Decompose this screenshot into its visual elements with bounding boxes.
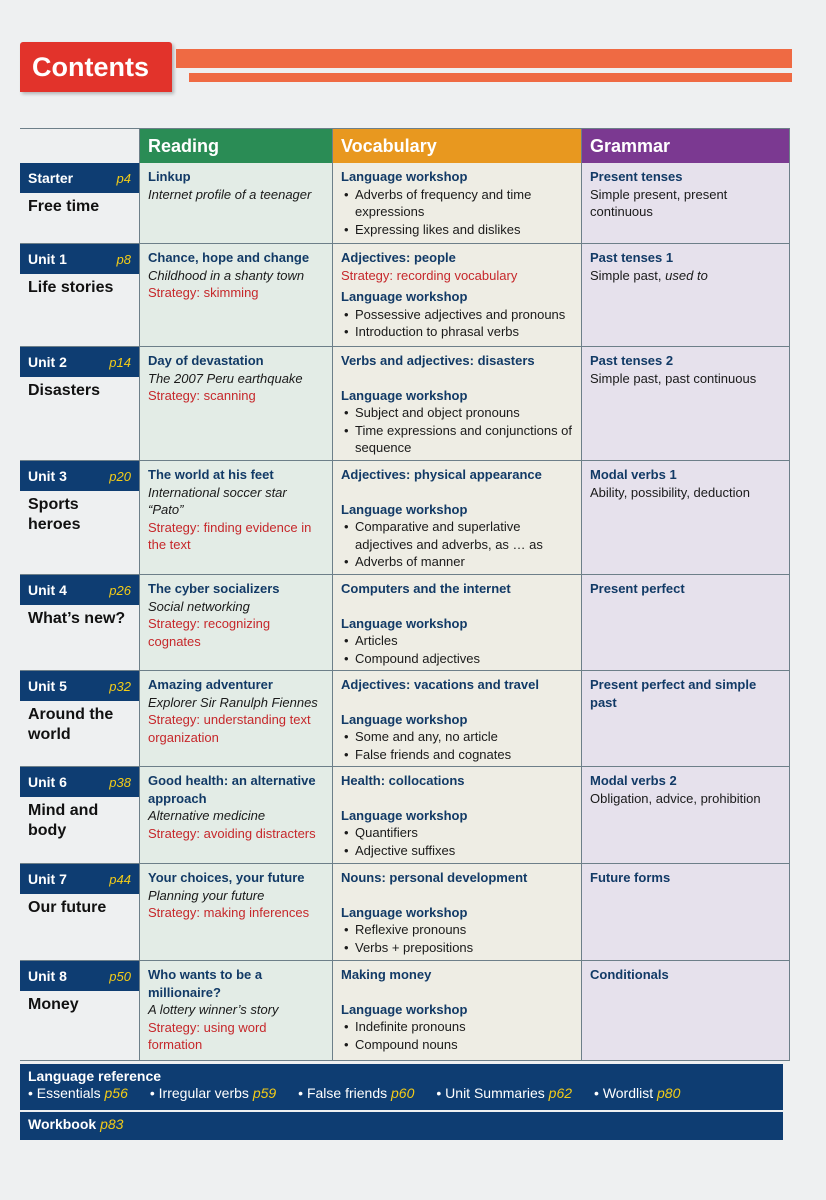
- vocabulary-title: Language workshop: [341, 169, 468, 184]
- contents-title: Contents: [20, 42, 172, 92]
- language-reference-page: p59: [252, 1085, 277, 1101]
- vocabulary-title: Verbs and adjectives: disasters: [341, 353, 535, 368]
- unit-page: p50: [109, 968, 131, 984]
- reading-column-header: Reading: [140, 129, 333, 163]
- reading-strategy: Strategy: skimming: [148, 285, 259, 300]
- vocabulary-title: Making money: [341, 967, 432, 982]
- unit-title: Disasters: [28, 382, 101, 399]
- vocabulary-list-item: • Subject and object pronouns: [341, 404, 573, 422]
- language-reference-items: [28, 1085, 775, 1101]
- grammar-cell: [582, 671, 790, 767]
- language-reference-link[interactable]: • Unit Summaries p62: [436, 1085, 573, 1101]
- reading-subtitle: Planning your future: [148, 887, 265, 903]
- reading-title: Who wants to be a millionaire?: [148, 967, 263, 1000]
- vocabulary-list: [341, 186, 573, 239]
- unit-cell[interactable]: [20, 767, 140, 864]
- reading-cell: [140, 961, 333, 1061]
- grammar-text: [590, 267, 781, 285]
- unit-page: p32: [109, 678, 131, 694]
- language-reference-link[interactable]: • False friends p60: [298, 1085, 415, 1101]
- vocabulary-list-item: • Reflexive pronouns: [341, 921, 573, 939]
- unit-page: p38: [109, 774, 131, 790]
- reading-strategy: Strategy: finding evidence in the text: [148, 519, 312, 552]
- unit-title: Money: [28, 996, 79, 1013]
- reading-title: The cyber socializers: [148, 581, 280, 596]
- reading-subtitle: The 2007 Peru earthquake: [148, 370, 303, 386]
- language-workshop-label: Language workshop: [341, 289, 468, 304]
- grammar-text: [590, 370, 781, 388]
- reading-subtitle: A lottery winner’s story: [148, 1002, 279, 1017]
- grammar-title: Present perfect and simple past: [590, 677, 757, 710]
- reading-cell: [140, 671, 333, 767]
- grammar-text-main: Simple past, past continuous: [590, 370, 757, 386]
- unit-label-bar: [20, 163, 139, 193]
- vocabulary-list-item: • Indefinite pronouns: [341, 1018, 573, 1036]
- language-reference-link[interactable]: • Irregular verbs p59: [149, 1085, 277, 1101]
- unit-label-bar: [20, 244, 139, 274]
- reading-title: Amazing adventurer: [148, 677, 273, 692]
- vocabulary-title: Health: collocations: [341, 773, 465, 788]
- unit-page: p44: [109, 871, 131, 887]
- grammar-title: Past tenses 2: [590, 353, 674, 368]
- vocabulary-title: Computers and the internet: [341, 581, 511, 596]
- unit-cell[interactable]: [20, 163, 140, 244]
- grammar-title: Conditionals: [590, 967, 669, 982]
- language-workshop-label: Language workshop: [341, 1001, 468, 1017]
- language-workshop-label: Language workshop: [341, 387, 468, 403]
- reading-cell: [140, 461, 333, 575]
- vocabulary-list-item: • Possessive adjectives and pronouns: [341, 306, 573, 324]
- grammar-text: [590, 484, 781, 502]
- language-workshop-label: Language workshop: [341, 711, 468, 727]
- grammar-text-main: Ability, possibility, deduction: [590, 484, 750, 500]
- reading-subtitle: Childhood in a shanty town: [148, 267, 305, 283]
- grammar-title: Present tenses: [590, 169, 683, 184]
- vocabulary-list-item: • Adjective suffixes: [341, 842, 573, 860]
- unit-cell[interactable]: [20, 461, 140, 575]
- unit-label: Unit 5: [28, 678, 67, 694]
- grammar-title: Present perfect: [590, 581, 685, 596]
- unit-page: p26: [109, 582, 131, 598]
- vocabulary-title: Adjectives: people: [341, 250, 456, 265]
- vocabulary-list-item: • Time expressions and conjunctions of sequence: [341, 422, 573, 457]
- grammar-text-main: Simple present, present continuous: [590, 186, 728, 219]
- vocabulary-list: [341, 728, 573, 763]
- reading-title: Linkup: [148, 169, 191, 184]
- grammar-title: Modal verbs 2: [590, 773, 677, 788]
- reading-title: The world at his feet: [148, 467, 274, 482]
- unit-label: Unit 8: [28, 968, 67, 984]
- unit-title: Life stories: [28, 279, 114, 296]
- contents-table: [20, 128, 790, 1061]
- unit-label-bar: [20, 767, 139, 797]
- grammar-text-main: Obligation, advice, prohibition: [590, 790, 761, 806]
- reading-title: Your choices, your future: [148, 870, 305, 885]
- reading-title: Good health: an alternative approach: [148, 773, 316, 806]
- reading-strategy: Strategy: using word formation: [148, 1019, 267, 1052]
- reading-subtitle: International soccer star “Pato”: [148, 484, 287, 517]
- vocabulary-cell: [333, 961, 582, 1061]
- grammar-text-italic: used to: [665, 267, 708, 283]
- grammar-cell: [582, 244, 790, 347]
- reading-strategy: Strategy: scanning: [148, 388, 256, 403]
- language-reference-label: Essentials: [36, 1085, 101, 1101]
- vocabulary-column-header: Vocabulary: [333, 129, 582, 163]
- grammar-cell: [582, 347, 790, 461]
- vocabulary-list: [341, 518, 573, 571]
- unit-label-bar: [20, 347, 139, 377]
- grammar-cell: [582, 461, 790, 575]
- vocabulary-list-item: • Expressing likes and dislikes: [341, 221, 573, 239]
- vocabulary-list-item: • Introduction to phrasal verbs: [341, 323, 573, 341]
- reading-title: Chance, hope and change: [148, 250, 310, 265]
- language-reference-label: Wordlist: [602, 1085, 654, 1101]
- language-reference-label: Unit Summaries: [445, 1085, 545, 1101]
- vocabulary-cell: [333, 244, 582, 347]
- grammar-cell: [582, 575, 790, 671]
- unit-title: Around the world: [28, 706, 114, 743]
- unit-title: Free time: [28, 198, 100, 215]
- language-workshop-label: Language workshop: [341, 807, 468, 823]
- reading-subtitle: Alternative medicine: [148, 808, 266, 823]
- language-reference-page: p56: [104, 1085, 128, 1101]
- reading-cell: [140, 767, 333, 864]
- unit-label: Unit 1: [28, 251, 67, 267]
- unit-label: Unit 2: [28, 354, 67, 370]
- vocabulary-list-item: • Compound adjectives: [341, 650, 573, 668]
- unit-label-bar: [20, 671, 139, 701]
- unit-label: Starter: [28, 170, 74, 186]
- reading-cell: [140, 864, 333, 961]
- vocabulary-cell: [333, 347, 582, 461]
- reading-subtitle: Social networking: [148, 598, 250, 614]
- reading-strategy: Strategy: recognizing cognates: [148, 616, 271, 649]
- vocabulary-list-item: • Compound nouns: [341, 1036, 573, 1054]
- workbook-page: p83: [100, 1116, 124, 1132]
- unit-page: p8: [116, 251, 131, 267]
- reading-strategy: Strategy: making inferences: [148, 905, 310, 920]
- workbook-bar[interactable]: [20, 1112, 783, 1140]
- unit-title: Mind and body: [28, 802, 99, 839]
- unit-cell[interactable]: [20, 864, 140, 961]
- unit-cell[interactable]: [20, 961, 140, 1061]
- unit-column-header: [20, 129, 140, 163]
- reading-cell: [140, 575, 333, 671]
- unit-title: Sports heroes: [28, 496, 81, 533]
- reading-subtitle: Internet profile of a teenager: [148, 186, 312, 202]
- vocabulary-cell: [333, 163, 582, 244]
- language-reference-bar: [20, 1064, 783, 1110]
- unit-page: p14: [109, 354, 131, 370]
- vocabulary-title: Nouns: personal development: [341, 870, 528, 885]
- language-workshop-label: Language workshop: [341, 615, 468, 631]
- grammar-cell: [582, 767, 790, 864]
- grammar-text: [590, 790, 781, 808]
- unit-label: Unit 3: [28, 468, 67, 484]
- unit-label-bar: [20, 961, 139, 991]
- vocabulary-list-item: • Comparative and superlative adjectives and adverbs, as … as: [341, 518, 573, 553]
- language-reference-page: p62: [548, 1085, 573, 1101]
- header-stripe-bottom: [189, 73, 792, 82]
- vocabulary-cell: [333, 461, 582, 575]
- vocabulary-list-item: • Adverbs of frequency and time expressions: [341, 186, 573, 221]
- unit-title: What’s new?: [28, 610, 126, 627]
- language-reference-label: Irregular verbs: [158, 1085, 249, 1101]
- vocabulary-list-item: • False friends and cognates: [341, 746, 573, 764]
- language-workshop-label: Language workshop: [341, 904, 468, 920]
- unit-label-bar: [20, 864, 139, 894]
- reading-cell: [140, 163, 333, 244]
- grammar-title: Modal verbs 1: [590, 467, 677, 482]
- grammar-title: Future forms: [590, 870, 671, 885]
- vocabulary-list: [341, 1018, 573, 1053]
- unit-label: Unit 6: [28, 774, 67, 790]
- vocabulary-cell: [333, 671, 582, 767]
- reading-title: Day of devastation: [148, 353, 264, 368]
- vocabulary-cell: [333, 864, 582, 961]
- vocabulary-list-item: • Articles: [341, 632, 573, 650]
- unit-page: p20: [109, 468, 131, 484]
- vocabulary-list: [341, 306, 573, 341]
- grammar-cell: [582, 961, 790, 1061]
- unit-title: Our future: [28, 899, 107, 916]
- header-stripe-top: [176, 49, 792, 68]
- vocabulary-list: [341, 404, 573, 457]
- unit-label: Unit 4: [28, 582, 67, 598]
- vocabulary-list-item: • Adverbs of manner: [341, 553, 573, 571]
- unit-page: p4: [116, 170, 131, 186]
- reading-strategy: Strategy: understanding text organization: [148, 712, 311, 745]
- vocabulary-list-item: • Some and any, no article: [341, 728, 573, 746]
- vocabulary-strategy: Strategy: recording vocabulary: [341, 267, 518, 283]
- unit-label: Unit 7: [28, 871, 67, 887]
- unit-cell[interactable]: [20, 671, 140, 767]
- unit-label-bar: [20, 461, 139, 491]
- language-reference-page: p60: [391, 1085, 415, 1101]
- language-reference-link[interactable]: • Wordlist p80: [594, 1085, 681, 1101]
- vocabulary-title: Adjectives: vacations and travel: [341, 677, 539, 692]
- language-reference-label: False friends: [306, 1085, 388, 1101]
- vocabulary-list: [341, 824, 573, 859]
- reading-cell: [140, 347, 333, 461]
- language-reference-title: Language reference: [28, 1068, 162, 1084]
- vocabulary-list: [341, 632, 573, 667]
- workbook-label: Workbook: [28, 1116, 97, 1132]
- unit-cell[interactable]: [20, 575, 140, 671]
- reading-cell: [140, 244, 333, 347]
- language-reference-link[interactable]: • Essentials p56: [28, 1085, 128, 1101]
- unit-cell[interactable]: [20, 347, 140, 461]
- unit-cell[interactable]: [20, 244, 140, 347]
- vocabulary-cell: [333, 767, 582, 864]
- vocabulary-cell: [333, 575, 582, 671]
- language-workshop-label: Language workshop: [341, 501, 468, 517]
- reading-strategy: Strategy: avoiding distracters: [148, 825, 316, 841]
- vocabulary-list-item: • Verbs + prepositions: [341, 939, 573, 957]
- grammar-text: [590, 186, 781, 221]
- grammar-column-header: Grammar: [582, 129, 790, 163]
- grammar-cell: [582, 163, 790, 244]
- vocabulary-list-item: • Quantifiers: [341, 824, 573, 842]
- vocabulary-title: Adjectives: physical appearance: [341, 467, 542, 482]
- language-reference-page: p80: [657, 1085, 681, 1101]
- vocabulary-list: [341, 921, 573, 956]
- unit-label-bar: [20, 575, 139, 605]
- reading-subtitle: Explorer Sir Ranulph Fiennes: [148, 694, 318, 710]
- grammar-title: Past tenses 1: [590, 250, 674, 265]
- grammar-cell: [582, 864, 790, 961]
- grammar-text-main: Simple past,: [590, 267, 666, 283]
